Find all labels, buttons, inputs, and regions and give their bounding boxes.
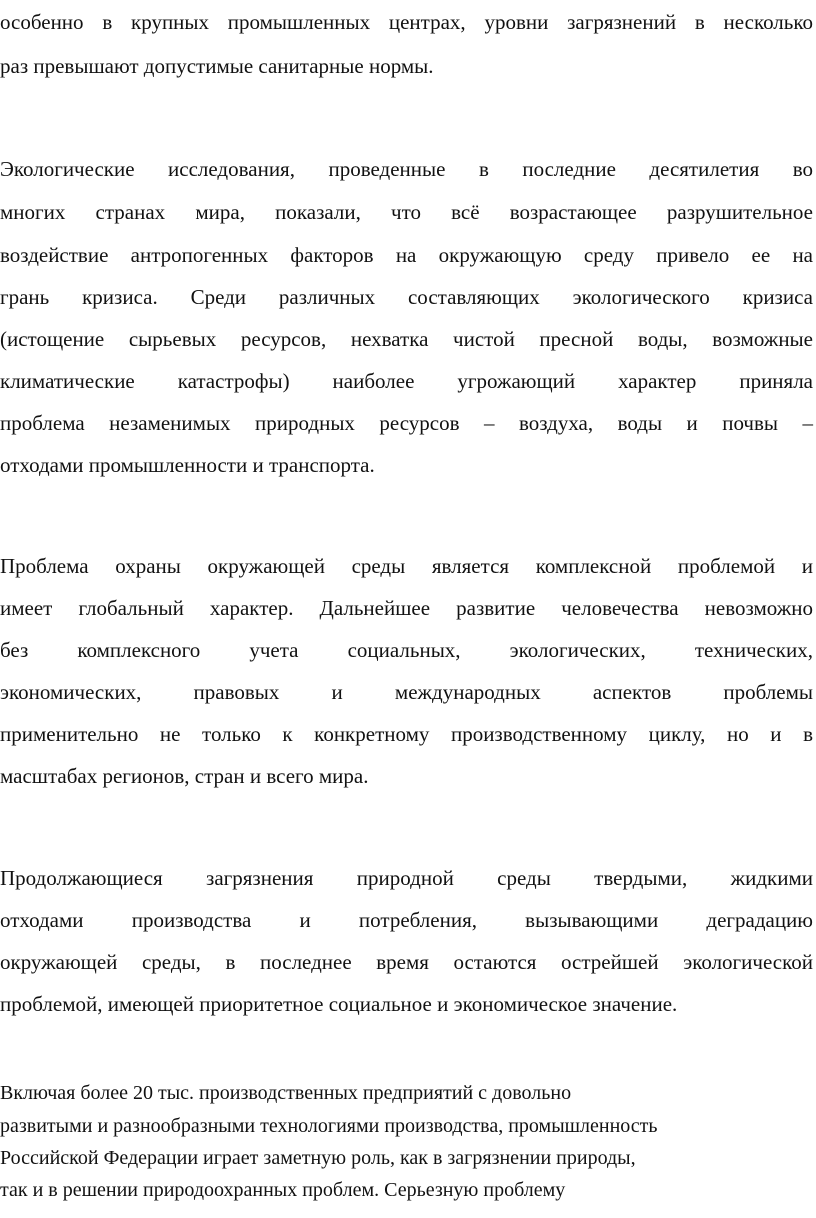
paragraph-2-line-6: климатические катастрофы) наиболее угрожающий характер приняла bbox=[0, 369, 813, 393]
paragraph-4-line-4: проблемой, имеющей приоритетное социальное и экономическое значение. bbox=[0, 992, 678, 1016]
paragraph-2-line-8: отходами промышленности и транспорта. bbox=[0, 453, 375, 477]
paragraph-3-line-5: применительно не только к конкретному производственному циклу, но и в bbox=[0, 722, 813, 746]
paragraph-1-line-1: особенно в крупных промышленных центрах, уровни загрязнений в несколько bbox=[0, 10, 813, 34]
paragraph-3-line-6: масштабах регионов, стран и всего мира. bbox=[0, 764, 369, 788]
paragraph-3-line-1: Проблема охраны окружающей среды является комплексной проблемой и bbox=[0, 554, 813, 578]
paragraph-2-line-7: проблема незаменимых природных ресурсов – воздуха, воды и почвы – bbox=[0, 411, 813, 435]
paragraph-2-line-5: (истощение сырьевых ресурсов, нехватка чистой пресной воды, возможные bbox=[0, 327, 813, 351]
paragraph-5-line-4: так и в решении природоохранных проблем. Серьезную проблему bbox=[0, 1179, 566, 1201]
paragraph-4-line-2: отходами производства и потребления, вызывающими деградацию bbox=[0, 908, 813, 932]
paragraph-2-line-3: воздействие антропогенных факторов на окружающую среду привело ее на bbox=[0, 243, 813, 267]
paragraph-3-line-2: имеет глобальный характер. Дальнейшее развитие человечества невозможно bbox=[0, 596, 813, 620]
paragraph-2-line-1: Экологические исследования, проведенные в последние десятилетия во bbox=[0, 157, 813, 181]
paragraph-2-line-4: грань кризиса. Среди различных составляющих экологического кризиса bbox=[0, 285, 813, 309]
paragraph-5-line-3: Российской Федерации играет заметную роль, как в загрязнении природы, bbox=[0, 1147, 636, 1169]
paragraph-5-line-1: Включая более 20 тыс. производственных предприятий с довольно bbox=[0, 1082, 572, 1104]
paragraph-3-line-4: экономических, правовых и международных аспектов проблемы bbox=[0, 680, 813, 704]
paragraph-3-line-3: без комплексного учета социальных, экологических, технических, bbox=[0, 638, 813, 662]
paragraph-5-line-2: развитыми и разнообразными технологиями производства, промышленность bbox=[0, 1115, 658, 1137]
paragraph-4-line-1: Продолжающиеся загрязнения природной среды твердыми, жидкими bbox=[0, 866, 813, 890]
paragraph-4-line-3: окружающей среды, в последнее время остаются острейшей экологической bbox=[0, 950, 813, 974]
paragraph-2-line-2: многих странах мира, показали, что всё возрастающее разрушительное bbox=[0, 200, 813, 224]
paragraph-1-line-2: раз превышают допустимые санитарные нормы. bbox=[0, 54, 434, 78]
